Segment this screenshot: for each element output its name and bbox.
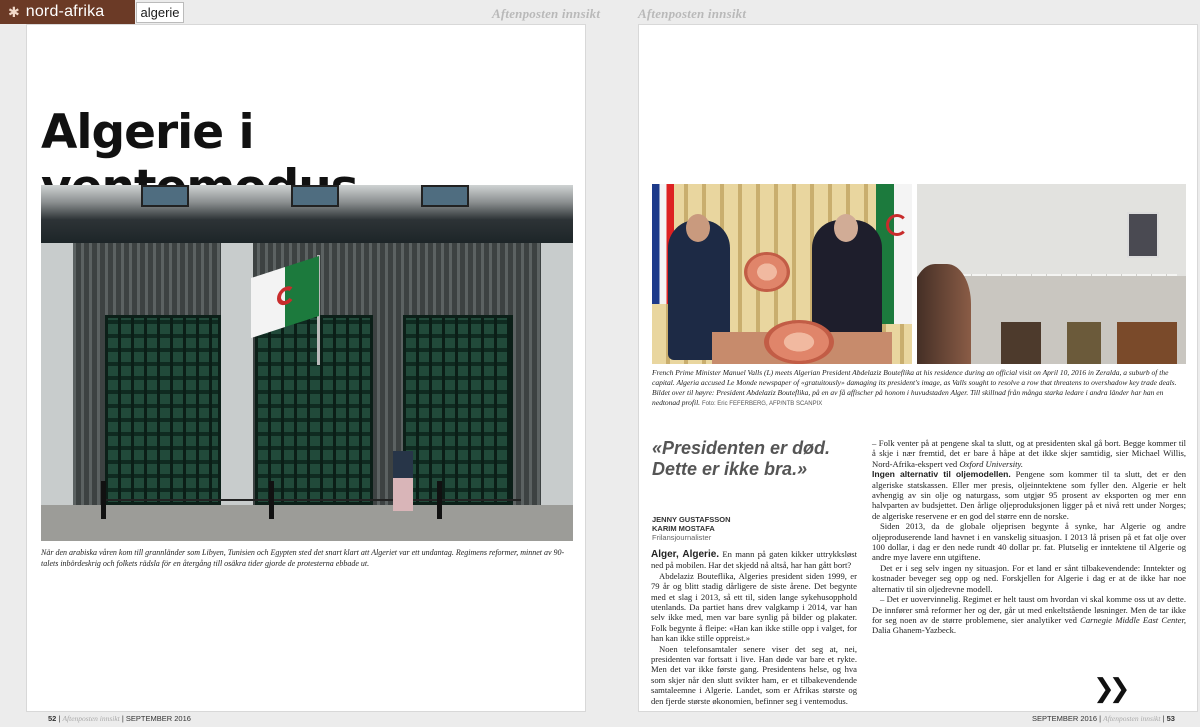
kitchen-photo xyxy=(917,184,1186,364)
footer-right: SEPTEMBER 2016 | Aftenposten innsikt | 53 xyxy=(1032,714,1175,723)
photo-credit: Foto: Eric FEFERBERG, AFP/NTB SCANPIX xyxy=(701,401,823,407)
president-poster xyxy=(1127,212,1159,258)
building-photo xyxy=(41,185,573,541)
author-name: KARIM MOSTAFA xyxy=(652,524,715,533)
author-role: Frilansjournalister xyxy=(652,533,712,542)
footer-date: SEPTEMBER 2016 xyxy=(1032,714,1098,723)
lead-in: Alger, Algerie. xyxy=(651,549,720,560)
footer-brand: Aftenposten innsikt xyxy=(62,714,120,723)
footer-brand: Aftenposten innsikt xyxy=(1103,714,1161,723)
headline: Algerie i xyxy=(41,105,254,160)
institution-name: Carnegie Middle East Center, xyxy=(1080,614,1186,625)
paragraph: – Folk venter på at pengene skal ta slutt, og at presidenten skal gå bort. Begge kommer til å skje i nær fremtid, det er bare å håpe at det ikke skjer samtidig, sier Michael Willis, Nord-Afrika-ekspert ved xyxy=(872,438,1186,469)
left-page xyxy=(26,24,586,712)
section-tab xyxy=(0,0,135,24)
paragraph: Noen telefonsamtaler senere viser det seg at, nei, presidenten var fortsatt i live. Han døde var bare et rykte. Men det var ikke første gang. Presidentens helse, og hva som skjer når den slutt svikter ham, er et tilbakevendende samtaleemne i Algerie. Landet, som er Afrikas største og den fjerde største økonomien, befinner seg i ventemodus. xyxy=(651,643,857,706)
institution-name: Oxford University. xyxy=(959,458,1023,469)
paragraph: Abdelaziz Bouteflika, Algeries president siden 1999, er 79 år og blitt stadig dårligere de siste årene. Det begynte med et slag i 2013, så ett til, siden lange sykehusopphold utenlands. Da partiet hans drev valgkamp i 2014, var han selv ikke med, men var bare synlig på bilder og plakater. Folk begynte å fleipe: «Han kan ikke stille opp i valget, for han kan ikke stille oppreist.» xyxy=(651,570,857,644)
body-column-2 xyxy=(872,438,1186,636)
photo-caption xyxy=(652,368,1186,409)
paragraph: Siden 2013, da de globale oljeprisen begynte å synke, har Algerie og andre oljeproduserende land havnet i en vanskelig situasjon. I 2013 lå prisen på et fat olje over 100 dollar, i dag er den nede rundt 40 dollar pr. fat. Plutselig er inntektene til Algerie og andre mye lavere enn utgiftene. xyxy=(872,521,1186,563)
subsection-label: algerie xyxy=(136,2,184,23)
page-number: 53 xyxy=(1166,714,1175,723)
brand-logo-left: Aftenposten innsikt xyxy=(492,6,601,21)
paragraph: – Det er uovervinnelig. Regimet er helt taust om hvordan vi skal komme oss ut av dette. De innfører små reformer her og der, går ut med enkeltstående løsninger. Men de tar ikke for seg noen av de større problemene, sier analytiker ved xyxy=(872,594,1186,625)
woman-figure xyxy=(393,451,413,511)
author-name: JENNY GUSTAFSSON xyxy=(652,515,731,524)
meeting-photo xyxy=(652,184,912,364)
byline xyxy=(652,515,852,542)
body-column-1 xyxy=(651,549,857,706)
brand-logo-right: Aftenposten innsikt xyxy=(638,6,747,21)
section-label: nord-afrika xyxy=(25,3,105,20)
page-number: 52 xyxy=(48,714,57,723)
sunburst-icon: ✱ xyxy=(8,3,20,20)
paragraph: En mann på gaten kikker uttrykksløst ned på mobilen. Har det skjedd nå altså, har han gått bort? xyxy=(651,549,857,571)
double-chevron-right-icon[interactable]: ❯❯ xyxy=(1093,674,1125,704)
pull-quote: «Presidenten er død. Dette er ikke bra.» xyxy=(652,438,831,479)
subheading: Ingen alternativ til oljemodellen. xyxy=(872,469,1011,480)
footer-date: SEPTEMBER 2016 xyxy=(125,714,191,723)
photo-caption: När den arabiska våren kom till grannländer som Libyen, Tunisien och Egypten sted det snart klart att Algeriet var ett undantag. Regimens reformer, minnet av 90-talets inbördeskrig och folkets rädsla för en återgång till osäkra tider gjorde de protesterna ebbade ut. xyxy=(41,548,565,568)
caption-text: French Prime Minister Manuel Valls (L) meets Algerian President Abdelaziz Bouteflika at his residence during an official visit on April 10, 2016 in Zeralda, a suburb of the capital. Algeria accused Le Monde newspaper of «gratuitously» damaging its president's image, as Valls sought to resolve a row that threatens to overshadow key trade deals. Bildet over til høyre: President Abdelaziz Bouteflika, på en av få affischer på honom i huvudstaden Alger. Till skillnad från många starka ledare i andra länder har han en nedtonad profil. xyxy=(652,368,1177,407)
paragraph-end: Dalia Ghanem-Yazbeck. xyxy=(872,625,957,636)
paragraph: Det er i seg selv ingen ny situasjon. For et land er sånt tilbakevendende: Inntekter og kostnader beveger seg opp og ned. Forskjellen for Algerie i dag er at de ikke har noe alternativ til sin oljedrevne modell. xyxy=(872,562,1186,594)
man-figure xyxy=(917,264,971,364)
footer-left: 52 | Aftenposten innsikt | SEPTEMBER 2016 xyxy=(48,714,191,723)
paragraph: Pengene som kommer til ta slutt, det er den algeriske statskassen. Eller mer presis, oljeinntektene som fyller den. Algerie er helt avhengig av sin olje og naturgass, som utgjør 95 prosent av eksporten og mer enn halvparten av budsjettet. Den årlige oljeproduksjonen ligger på et nivå rett under Norges; de algeriske reservene er en god del større enn de norske. xyxy=(872,469,1187,521)
